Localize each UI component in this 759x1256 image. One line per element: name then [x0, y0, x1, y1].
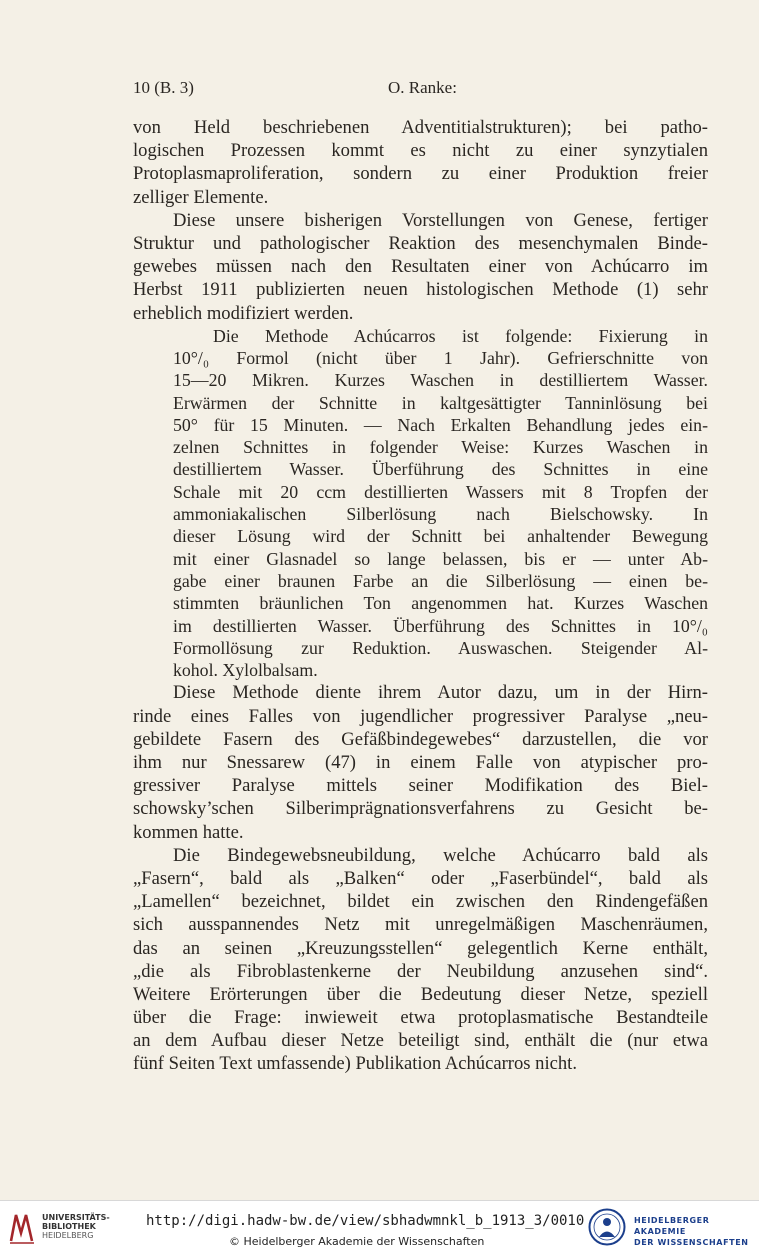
text-line: Herbst 1911 publizierten neuen histologischen Methode (1) sehr: [133, 279, 708, 301]
text-line: gressiver Paralyse mittels seiner Modifikation des Biel-: [133, 775, 708, 797]
text-line: schowsky’schen Silberimprägnationsverfahrens zu Gesicht be-: [133, 798, 708, 820]
text-line: Struktur und pathologischer Reaktion des mesenchymalen Binde-: [133, 232, 708, 254]
method-block: [133, 325, 708, 682]
text-line: stimmten bräunlichen Ton angenommen hat. Kurzes Waschen: [173, 593, 708, 614]
uni-line-1: UNIVERSITÄTS-: [42, 1213, 110, 1222]
text-line: „die als Fibroblastenkerne der Neubildung anzusehen sind“.: [133, 960, 708, 982]
text-line: von Held beschriebenen Adventitialstrukturen); bei patho-: [133, 117, 708, 138]
text-line: fünf Seiten Text umfassende) Publikation Achúcarros nicht.: [133, 1053, 577, 1075]
university-library-name[interactable]: [42, 1213, 110, 1240]
text-line: Weitere Erörterungen über die Bedeutung dieser Netze, speziell: [133, 983, 708, 1005]
text-line: 10°/₀ Formol (nicht über 1 Jahr). Gefrierschnitte von: [173, 347, 708, 368]
academy-name[interactable]: [634, 1215, 759, 1248]
text-line: sich ausspannendes Netz mit unregelmäßigen Maschenräumen,: [133, 914, 708, 936]
running-head: [133, 78, 708, 102]
text-line: mit einer Glasnadel so lange belassen, bis er — unter Ab-: [173, 548, 708, 569]
text-line: 50° für 15 Minuten. — Nach Erkalten Behandlung jedes ein-: [173, 414, 708, 435]
paragraph-5: [133, 844, 708, 1076]
text-line: erheblich modifiziert werden.: [133, 302, 354, 324]
copyright-notice: © Heidelberger Akademie der Wissenschaften: [229, 1235, 485, 1248]
text-line: gewebes müssen nach den Resultaten einer von Achúcarro im: [133, 256, 708, 278]
text-line: „Lamellen“ bezeichnet, bildet ein zwischen den Rindengefäßen: [133, 891, 708, 913]
text-line: an dem Aufbau dieser Netze beteiligt sind, enthält die (nur etwa: [133, 1030, 708, 1052]
text-line: destilliertem Wasser. Überführung des Schnittes in eine: [173, 459, 708, 480]
text-line: gabe einer braunen Farbe an die Silberlösung — einen be-: [173, 570, 708, 591]
university-library-logo-icon[interactable]: [8, 1209, 36, 1245]
text-line: gebildete Fasern des Gefäßbindegewebes“ darzustellen, die vor: [133, 728, 708, 750]
paragraph-4: [133, 681, 708, 843]
author-header: O. Ranke:: [388, 78, 457, 97]
text-line: kommen hatte.: [133, 821, 244, 843]
text-line: im destillierten Wasser. Überführung des Schnittes in 10°/₀: [173, 615, 708, 636]
text-line: dieser Lösung wird der Schnitt bei anhaltender Bewegung: [173, 526, 708, 547]
text-line: rinde eines Falles von jugendlicher progressiver Paralyse „neu-: [133, 705, 708, 727]
text-line: ihm nur Snessarew (47) in einem Falle von atypischer pro-: [133, 752, 708, 773]
text-line: 15—20 Mikren. Kurzes Waschen in destilliertem Wasser.: [173, 370, 708, 391]
text-line: Diese unsere bisherigen Vorstellungen von Genese, fertiger: [173, 209, 708, 231]
text-line: zelnen Schnittes in folgender Weise: Kurzes Waschen in: [173, 437, 708, 458]
text-line: kohol. Xylolbalsam.: [173, 660, 318, 681]
text-line: das an seinen „Kreuzungsstellen“ gelegentlich Kerne enthält,: [133, 937, 708, 959]
uni-line-2: BIBLIOTHEK: [42, 1222, 96, 1231]
text-line: über die Frage: inwieweit etwa protoplasmatische Bestandteile: [133, 1007, 708, 1029]
text-line: logischen Prozessen kommt es nicht zu einer synzytialen: [133, 140, 708, 162]
text-line: Die Bindegewebsneubildung, welche Achúcarro bald als: [173, 844, 708, 866]
body-text: [133, 116, 708, 1076]
text-line: Diese Methode diente ihrem Autor dazu, um in der Hirn-: [173, 682, 708, 704]
academy-line-2: DER WISSENSCHAFTEN: [634, 1238, 749, 1247]
text-line: Formollösung zur Reduktion. Auswaschen. Steigender Al-: [173, 637, 708, 658]
text-line: Schale mit 20 ccm destillierten Wassers mit 8 Tropfen der: [173, 481, 708, 502]
academy-seal-icon[interactable]: [588, 1208, 626, 1246]
text-line: Erwärmen der Schnitte in kaltgesättigter Tanninlösung bei: [173, 392, 708, 413]
text-line: Die Methode Achúcarros ist folgende: Fixierung in: [213, 325, 708, 346]
page-reference: 10 (B. 3): [133, 78, 194, 97]
text-line: zelliger Elemente.: [133, 186, 269, 208]
text-line: „Fasern“, bald als „Balken“ oder „Faserbündel“, bald als: [133, 867, 708, 889]
permalink-url[interactable]: http://digi.hadw-bw.de/view/sbhadwmnkl_b_1913_3/0010: [146, 1213, 585, 1229]
academy-line-1: HEIDELBERGER AKADEMIE: [634, 1216, 710, 1236]
text-line: Protoplasmaproliferation, sondern zu einer Produktion freier: [133, 163, 708, 185]
paragraph-2: [133, 209, 708, 325]
uni-line-3: HEIDELBERG: [42, 1231, 94, 1240]
text-line: ammoniakalischen Silberlösung nach Bielschowsky. In: [173, 504, 708, 525]
paragraph-1: [133, 116, 708, 209]
viewer-footer: [0, 1200, 759, 1256]
